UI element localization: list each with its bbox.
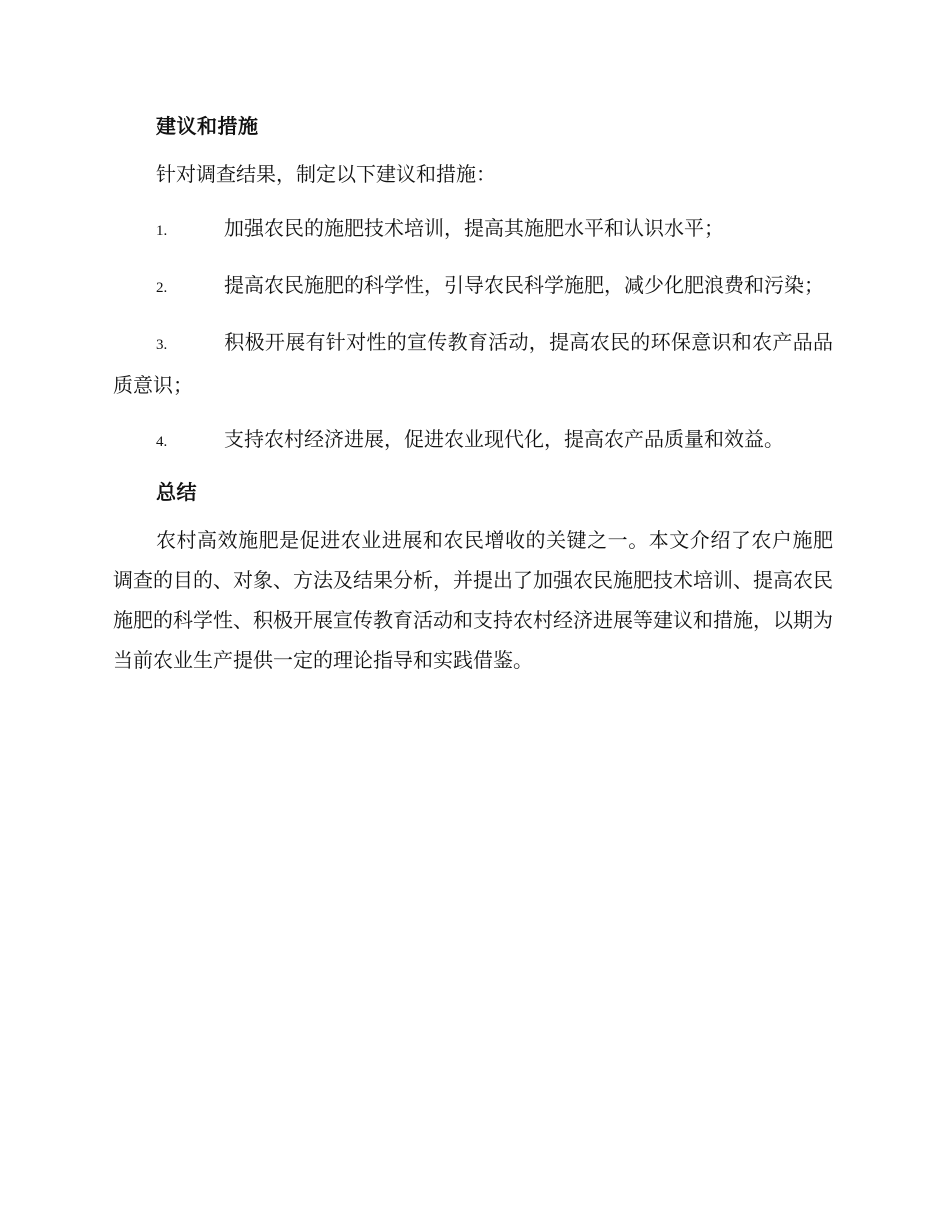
document-content <box>113 112 833 680</box>
list-item-text: 支持农村经济进展，促进农业现代化，提高农产品质量和效益。 <box>224 427 784 451</box>
section-heading-summary: 总结 <box>156 480 197 504</box>
list-item-number: 3. <box>156 337 168 353</box>
list-item-text: 加强农民的施肥技术培训，提高其施肥水平和认识水平； <box>224 216 724 240</box>
list-item-number: 4. <box>156 434 168 450</box>
list-item-text: 积极开展有针对性的宣传教育活动，提高农民的环保意识和农产品品质意识； <box>113 330 833 397</box>
suggestions-intro: 针对调查结果，制定以下建议和措施： <box>156 162 496 186</box>
list-item-text: 提高农民施肥的科学性，引导农民科学施肥，减少化肥浪费和污染； <box>224 273 824 297</box>
list-item <box>113 265 833 308</box>
list-item-number: 1. <box>156 223 168 239</box>
summary-body: 农村高效施肥是促进农业进展和农民增收的关键之一。本文介绍了农户施肥调查的目的、对象、方法及结果分析，并提出了加强农民施肥技术培训、提高农民施肥的科学性、积极开展宣传教育活动和支持农村经济进展等建议和措施，以期为当前农业生产提供一定的理论指导和实践借鉴。 <box>113 528 833 672</box>
list-item <box>113 419 833 462</box>
list-item-number: 2. <box>156 280 168 296</box>
list-item <box>113 322 833 405</box>
list-item <box>113 208 833 251</box>
section-heading-suggestions: 建议和措施 <box>156 114 259 138</box>
